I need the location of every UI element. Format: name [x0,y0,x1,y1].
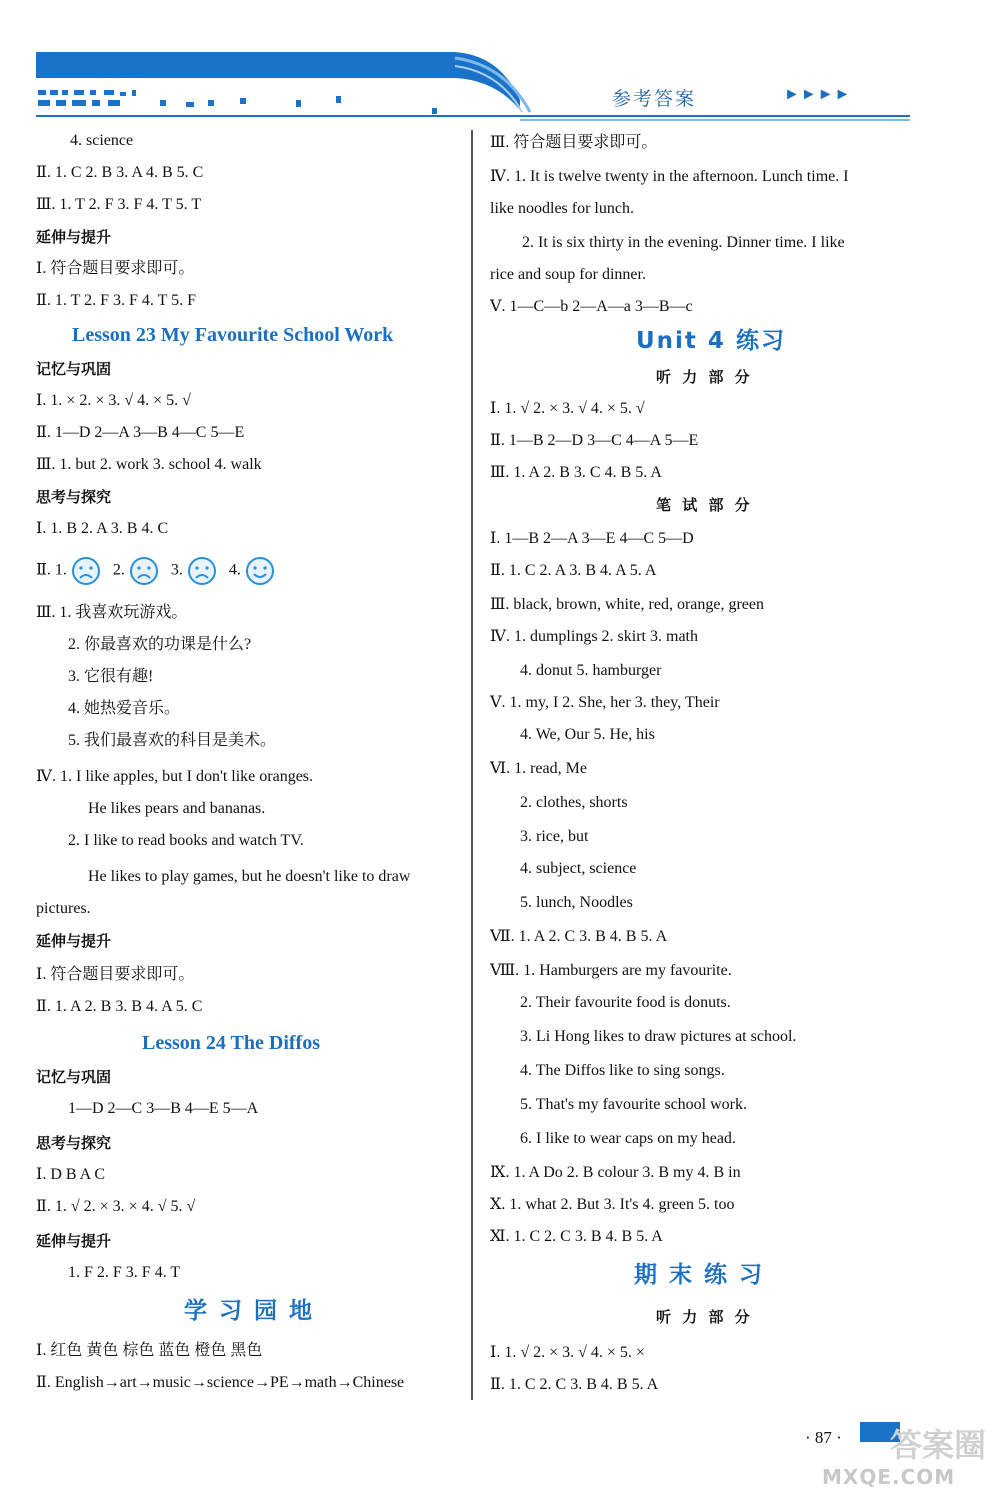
sub-heading: 笔 试 部 分 [656,496,753,514]
answer-line: Ⅰ. 1. √ 2. × 3. √ 4. × 5. × [490,1344,645,1361]
header-banner-graphic [0,0,1000,135]
face-label: 3. [170,561,187,579]
answer-line: Ⅲ. 1. T 2. F 3. F 4. T 5. T [36,196,202,213]
answer-line: 2. I like to read books and watch TV. [68,832,304,849]
sad-face-icon [71,556,101,586]
face-answer-row [36,556,287,586]
answer-line: Ⅵ. 1. read, Me [490,760,587,777]
answer-line: Ⅰ. 1—B 2—A 3—E 4—C 5—D [490,530,694,547]
answer-line: Ⅶ. 1. A 2. C 3. B 4. B 5. A [490,928,668,945]
answer-line: 3. Li Hong likes to draw pictures at school. [520,1028,797,1045]
sub-heading: 听 力 部 分 [656,368,753,386]
header-arrows: ►►►► [784,86,852,103]
answer-line: Ⅱ. 1. √ 2. × 3. × 4. √ 5. √ [36,1198,196,1215]
answer-line: Ⅰ. 符合题目要求即可。 [36,966,195,983]
answer-line: Ⅱ. 1. C 2. C 3. B 4. B 5. A [490,1376,659,1393]
answer-line: Ⅲ. 符合题目要求即可。 [490,134,658,151]
lesson-title: Lesson 24 The Diffos [142,1032,320,1054]
section-heading: 延伸与提升 [36,228,112,246]
answer-line: 1—D 2—C 3—B 4—E 5—A [68,1100,259,1117]
answer-line: Ⅲ. 1. A 2. B 3. C 4. B 5. A [490,464,662,481]
answer-line: Ⅲ. 1. but 2. work 3. school 4. walk [36,456,262,473]
answer-line: 5. lunch, Noodles [520,894,633,911]
answer-line: Ⅷ. 1. Hamburgers are my favourite. [490,962,732,979]
answer-line: 4. We, Our 5. He, his [520,726,655,743]
answer-line: Ⅲ. 1. 我喜欢玩游戏。 [36,604,188,621]
unit-title: 期 末 练 习 [634,1262,765,1288]
answer-line: Ⅰ. D B A C [36,1166,106,1183]
answer-line: 4. subject, science [520,860,637,877]
section-heading: 记忆与巩固 [36,1068,112,1086]
answer-line: Ⅱ. 1. C 2. B 3. A 4. B 5. C [36,164,204,181]
answer-line: 1. F 2. F 3. F 4. T [68,1264,181,1281]
answer-line: Ⅹ. 1. what 2. But 3. It's 4. green 5. too [490,1196,735,1213]
answer-line: Ⅳ. 1. It is twelve twenty in the afternoon. Lunch time. I [490,168,849,185]
answer-line: 2. It is six thirty in the evening. Dinner time. I like [522,234,845,251]
watermark: MXQE.COM [822,1465,956,1489]
answer-line: 5. 我们最喜欢的科目是美术。 [68,732,277,749]
answer-line: Ⅸ. 1. A Do 2. B colour 3. B my 4. B in [490,1164,741,1181]
answer-line: 4. donut 5. hamburger [520,662,662,679]
face-label: 2. [112,561,129,579]
answer-line: Ⅱ. English→art→music→science→PE→math→Chinese [36,1374,405,1391]
lesson-title: Lesson 23 My Favourite School Work [72,324,394,346]
section-heading: 思考与探究 [36,1134,112,1152]
answer-line: Ⅳ. 1. dumplings 2. skirt 3. math [490,628,698,645]
happy-face-icon [245,556,275,586]
answer-line: Ⅱ. 1. A 2. B 3. B 4. A 5. C [36,998,203,1015]
answer-line: pictures. [36,900,91,917]
answer-line: 2. 你最喜欢的功课是什么? [68,636,252,653]
answer-line: Ⅰ. 红色 黄色 棕色 蓝色 橙色 黑色 [36,1342,263,1359]
answer-line: 2. Their favourite food is donuts. [520,994,731,1011]
answer-line: Ⅱ. 1—D 2—A 3—B 4—C 5—E [36,424,245,441]
answer-line: Ⅰ. 1. × 2. × 3. √ 4. × 5. √ [36,392,191,409]
answer-line: Ⅴ. 1—C—b 2—A—a 3—B—c [490,298,693,315]
page-number: · 87 · [805,1428,842,1447]
unit-title: Unit 4 练习 [636,328,786,354]
answer-line: Ⅱ. 1. T 2. F 3. F 4. T 5. F [36,292,196,309]
answer-line: Ⅳ. 1. I like apples, but I don't like oranges. [36,768,314,785]
sad-face-icon [129,556,159,586]
section-heading: 延伸与提升 [36,1232,112,1250]
sub-heading: 听 力 部 分 [656,1308,753,1326]
answer-line: Ⅰ. 1. √ 2. × 3. √ 4. × 5. √ [490,400,645,417]
answer-line: 4. 她热爱音乐。 [68,700,181,717]
sad-face-icon [187,556,217,586]
answer-line: 3. rice, but [520,828,589,845]
answer-line: Ⅴ. 1. my, I 2. She, her 3. they, Their [490,694,720,711]
answer-line: 6. I like to wear caps on my head. [520,1130,736,1147]
answer-line: Ⅱ. 1. C 2. A 3. B 4. A 5. A [490,562,657,579]
answer-line: Ⅲ. black, brown, white, red, orange, green [490,596,764,613]
answer-line: Ⅰ. 符合题目要求即可。 [36,260,195,277]
answer-line: 3. 它很有趣! [68,668,154,685]
logo-text: 答案圈 [890,1426,987,1464]
header-title: 参考答案 [612,88,697,110]
section-heading: 思考与探究 [36,488,112,506]
answer-line: Ⅺ. 1. C 2. C 3. B 4. B 5. A [490,1228,663,1245]
answer-line: 4. The Diffos like to sing songs. [520,1062,725,1079]
answer-line: like noodles for lunch. [490,200,634,217]
face-label: 4. [228,561,245,579]
unit-title: 学 习 园 地 [184,1298,315,1324]
answer-line: Ⅱ. 1—B 2—D 3—C 4—A 5—E [490,432,699,449]
page-header [0,0,1000,135]
answer-line: He likes pears and bananas. [88,800,266,817]
column-divider [471,130,473,1400]
answer-line: 4. science [70,132,134,149]
answer-line: Ⅰ. 1. B 2. A 3. B 4. C [36,520,169,537]
section-heading: 记忆与巩固 [36,360,112,378]
answer-line: rice and soup for dinner. [490,266,646,283]
section-heading: 延伸与提升 [36,932,112,950]
answer-line: He likes to play games, but he doesn't like to draw [88,868,411,885]
answer-line: 5. That's my favourite school work. [520,1096,747,1113]
face-label: Ⅱ. 1. [36,561,71,579]
answer-line: 2. clothes, shorts [520,794,628,811]
